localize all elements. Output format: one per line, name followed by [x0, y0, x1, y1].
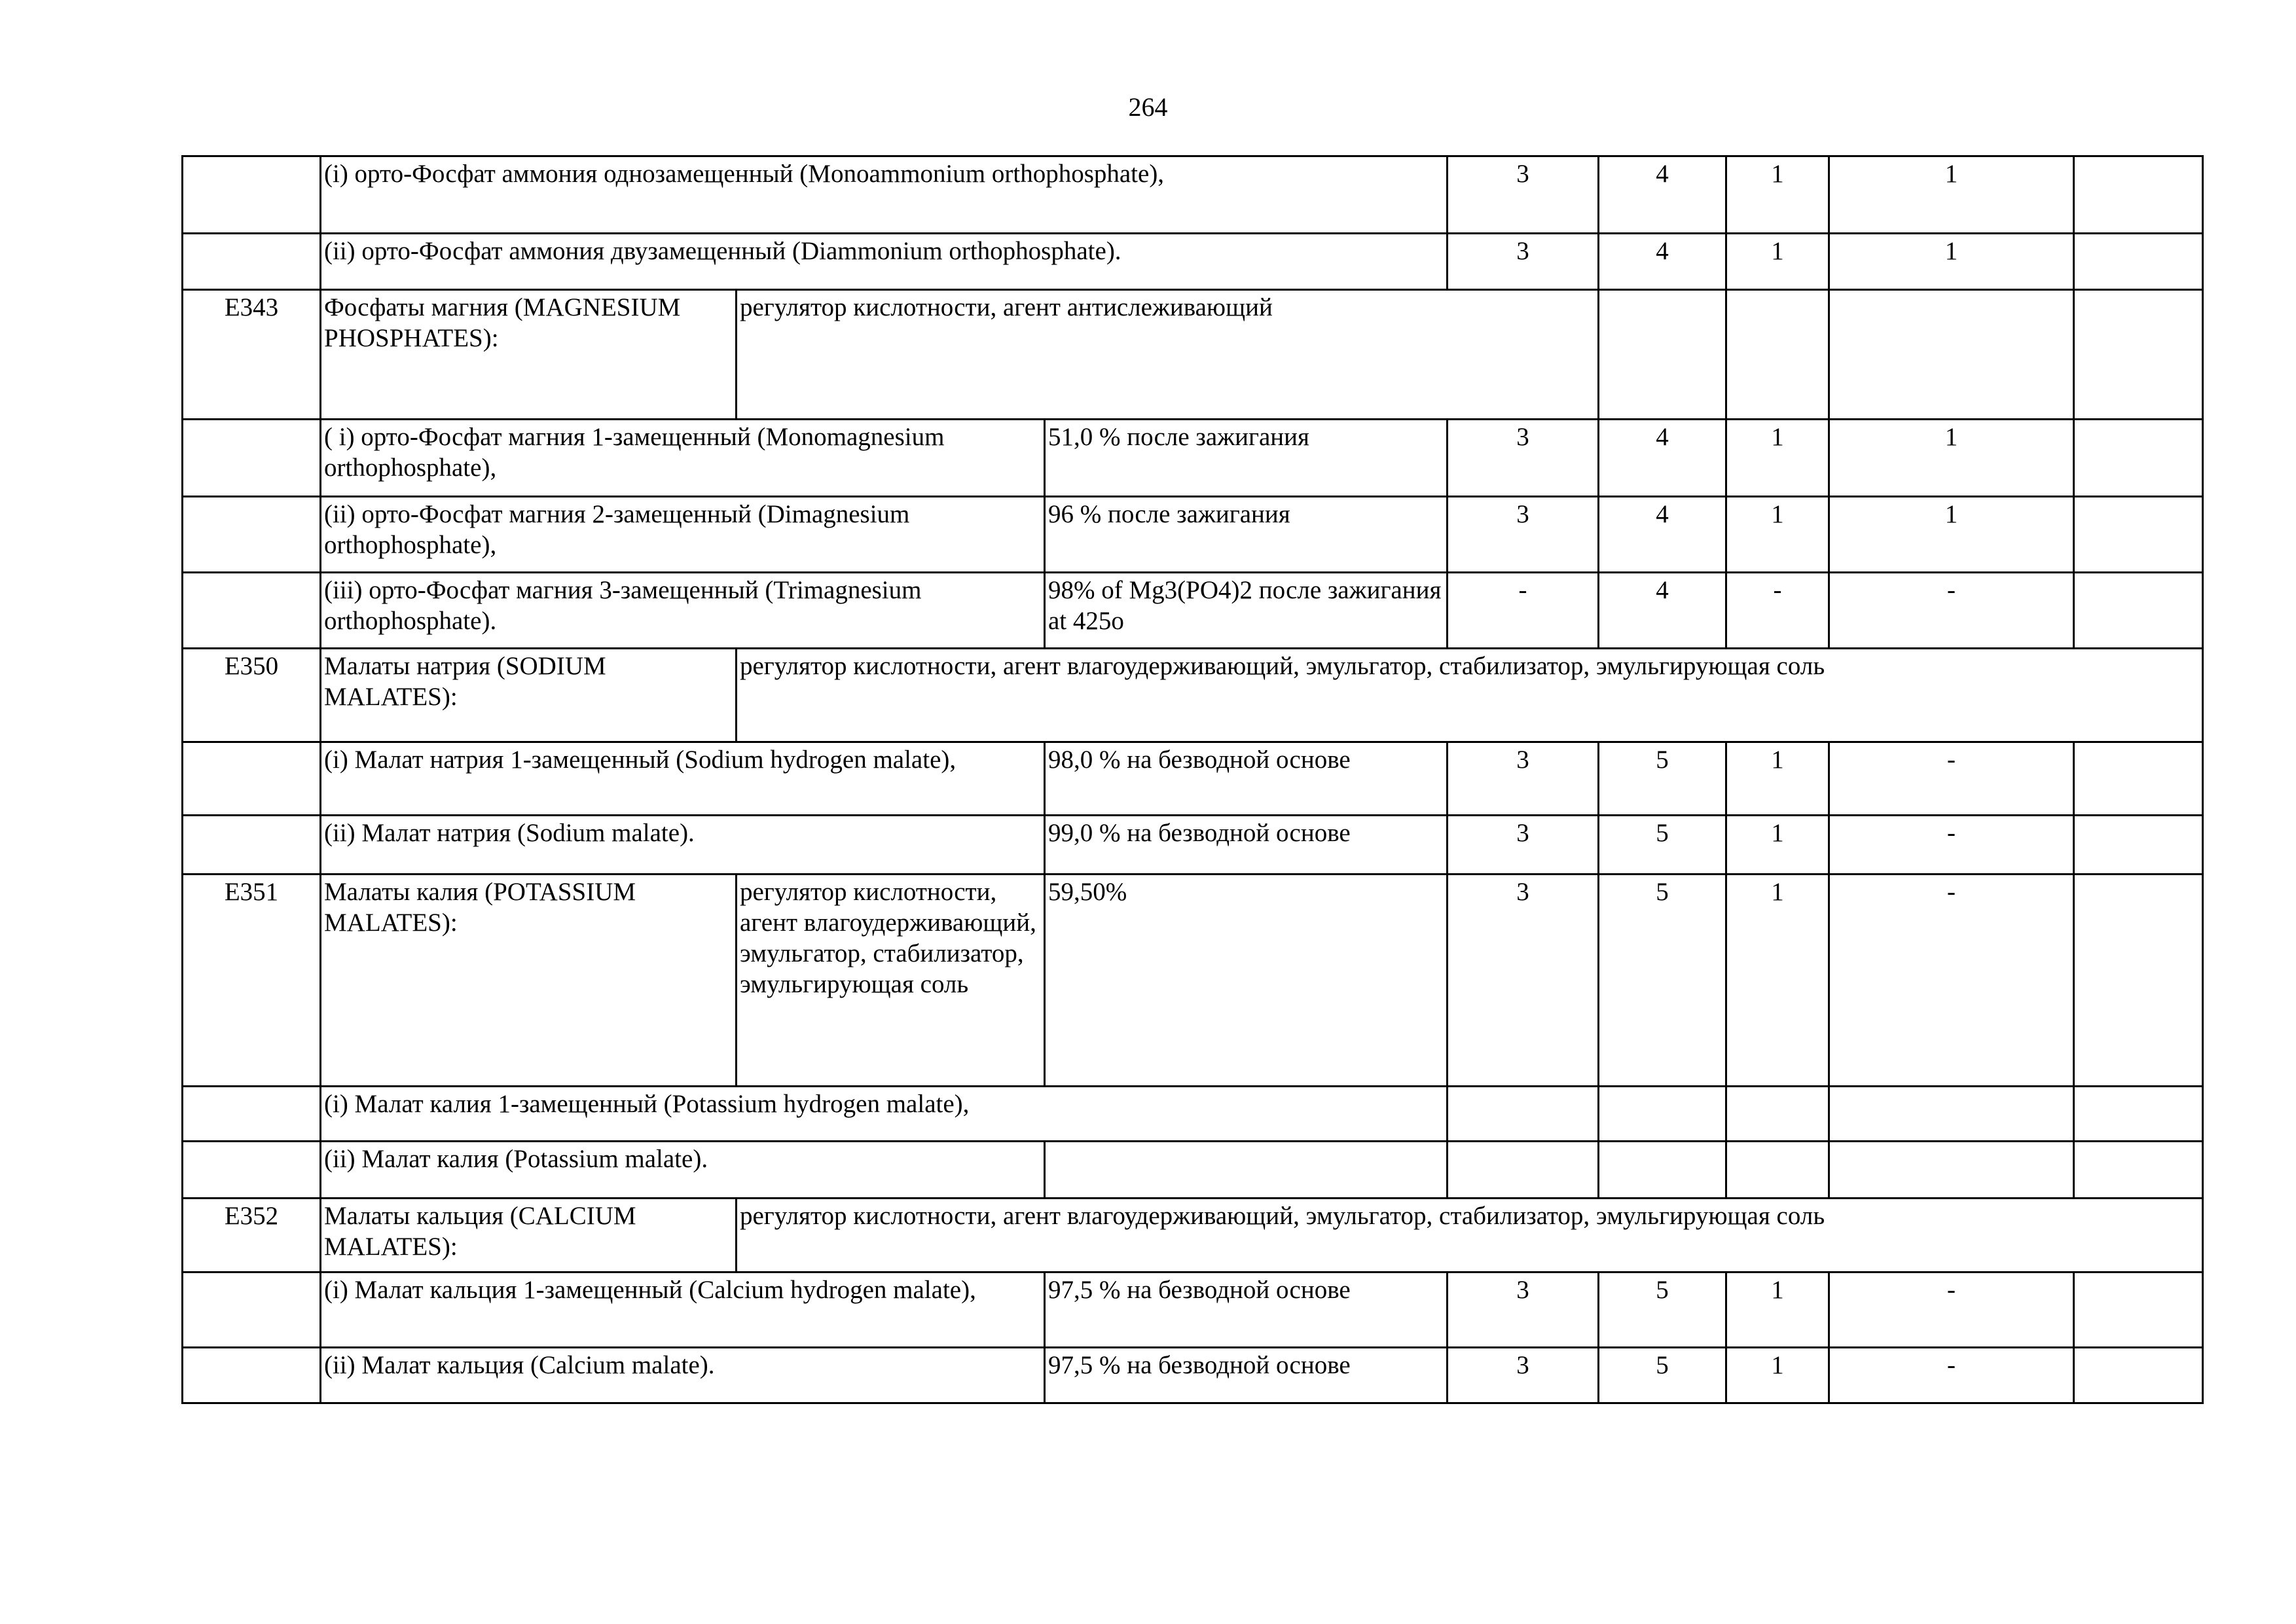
cell-code: [183, 573, 321, 649]
table-row: [183, 1199, 2203, 1272]
cell-code: [183, 1272, 321, 1348]
cell-code: [183, 1087, 321, 1142]
cell-name: (i) Малат натрия 1-замещенный (Sodium hydrogen malate),: [321, 742, 1045, 816]
cell-purity: 98% of Mg3(PO4)2 после зажигания at 425o: [1045, 573, 1448, 649]
cell-n3: 1: [1726, 234, 1829, 290]
cell-last: [2074, 573, 2203, 649]
cell-last: [2074, 1142, 2203, 1199]
cell-purity: 59,50%: [1045, 875, 1448, 1087]
cell-last: [2074, 1087, 2203, 1142]
cell-name: (ii) Малат кальция (Calcium malate).: [321, 1348, 1045, 1403]
cell-n3: [1726, 1142, 1829, 1199]
cell-name: (ii) орто-Фосфат магния 2-замещенный (Dimagnesium orthophosphate),: [321, 497, 1045, 573]
cell-n2: 5: [1599, 1272, 1726, 1348]
cell-n2: [1599, 1087, 1726, 1142]
table-row: [183, 649, 2203, 742]
cell-name: Малаты кальция (CALCIUM MALATES):: [321, 1199, 737, 1272]
cell-code: [183, 234, 321, 290]
cell-n4: -: [1829, 816, 2074, 875]
cell-n3: 1: [1726, 420, 1829, 497]
cell-n3: [1726, 1087, 1829, 1142]
cell-n4: [1829, 1087, 2074, 1142]
cell-n4: -: [1829, 1272, 2074, 1348]
table-row: [183, 742, 2203, 816]
cell-code: [183, 420, 321, 497]
cell-last: [2074, 1272, 2203, 1348]
cell-n2: 5: [1599, 875, 1726, 1087]
cell-n4: -: [1829, 573, 2074, 649]
cell-name: (iii) орто-Фосфат магния 3-замещенный (Trimagnesium orthophosphate).: [321, 573, 1045, 649]
cell-n4: 1: [1829, 497, 2074, 573]
cell-code: [183, 1348, 321, 1403]
cell-function: регулятор кислотности, агент влагоудерживающий, эмульгатор, стабилизатор, эмульгирующая соль: [737, 649, 2203, 742]
cell-code: [183, 497, 321, 573]
cell-n3: -: [1726, 573, 1829, 649]
table-row: [183, 816, 2203, 875]
cell-last: [2074, 742, 2203, 816]
cell-n3: 1: [1726, 742, 1829, 816]
cell-last: [2074, 1348, 2203, 1403]
cell-n2: 4: [1599, 573, 1726, 649]
cell-last: [2074, 290, 2203, 420]
table-row: [183, 290, 2203, 420]
cell-n4: 1: [1829, 420, 2074, 497]
cell-n3: 1: [1726, 156, 1829, 234]
cell-name: (i) орто-Фосфат аммония однозамещенный (Monoammonium orthophosphate),: [321, 156, 1448, 234]
cell-n1: 3: [1448, 1348, 1599, 1403]
table-row: [183, 1348, 2203, 1403]
table-row: [183, 1142, 2203, 1199]
cell-purity: 98,0 % на безводной основе: [1045, 742, 1448, 816]
additives-table: [181, 155, 2204, 1404]
cell-n1: -: [1448, 573, 1599, 649]
cell-name: (i) Малат калия 1-замещенный (Potassium hydrogen malate),: [321, 1087, 1448, 1142]
cell-purity: [1045, 1142, 1448, 1199]
cell-name: Малаты калия (POTASSIUM MALATES):: [321, 875, 737, 1087]
cell-name: ( i) орто-Фосфат магния 1-замещенный (Monomagnesium orthophosphate),: [321, 420, 1045, 497]
cell-n3: 1: [1726, 1272, 1829, 1348]
cell-name: (ii) Малат натрия (Sodium malate).: [321, 816, 1045, 875]
table-row: [183, 875, 2203, 1087]
cell-last: [2074, 420, 2203, 497]
cell-n4: -: [1829, 875, 2074, 1087]
table-row: [183, 497, 2203, 573]
cell-n1: 3: [1448, 875, 1599, 1087]
cell-n2: 4: [1599, 497, 1726, 573]
cell-purity: 97,5 % на безводной основе: [1045, 1348, 1448, 1403]
cell-n4: [1829, 290, 2074, 420]
table-row: [183, 573, 2203, 649]
cell-n2: 4: [1599, 234, 1726, 290]
cell-last: [2074, 156, 2203, 234]
cell-n3: 1: [1726, 1348, 1829, 1403]
cell-n4: 1: [1829, 156, 2074, 234]
cell-code: E343: [183, 290, 321, 420]
cell-n2: [1599, 290, 1726, 420]
cell-code: E350: [183, 649, 321, 742]
cell-n3: 1: [1726, 875, 1829, 1087]
page-number: 264: [1128, 92, 1168, 122]
cell-name: (i) Малат кальция 1-замещенный (Calcium hydrogen malate),: [321, 1272, 1045, 1348]
table-row: [183, 1087, 2203, 1142]
cell-n1: 3: [1448, 816, 1599, 875]
cell-purity: 97,5 % на безводной основе: [1045, 1272, 1448, 1348]
cell-n3: 1: [1726, 816, 1829, 875]
cell-last: [2074, 816, 2203, 875]
cell-function: регулятор кислотности, агент влагоудерживающий, эмульгатор, стабилизатор, эмульгирующая соль: [737, 1199, 2203, 1272]
cell-purity: 99,0 % на безводной основе: [1045, 816, 1448, 875]
cell-code: [183, 816, 321, 875]
cell-n1: 3: [1448, 156, 1599, 234]
table-row: [183, 234, 2203, 290]
cell-n1: 3: [1448, 1272, 1599, 1348]
cell-name: Малаты натрия (SODIUM MALATES):: [321, 649, 737, 742]
cell-n1: [1448, 1142, 1599, 1199]
cell-function: регулятор кислотности, агент влагоудерживающий, эмульгатор, стабилизатор, эмульгирующая соль: [737, 875, 1045, 1087]
cell-n3: [1726, 290, 1829, 420]
cell-n2: 5: [1599, 816, 1726, 875]
cell-n4: 1: [1829, 234, 2074, 290]
cell-purity: 51,0 % после зажигания: [1045, 420, 1448, 497]
cell-purity: 96 % после зажигания: [1045, 497, 1448, 573]
cell-name: (ii) Малат калия (Potassium malate).: [321, 1142, 1045, 1199]
cell-n1: 3: [1448, 497, 1599, 573]
cell-n4: -: [1829, 1348, 2074, 1403]
cell-n1: 3: [1448, 742, 1599, 816]
cell-last: [2074, 234, 2203, 290]
cell-code: [183, 742, 321, 816]
cell-n3: 1: [1726, 497, 1829, 573]
cell-n1: 3: [1448, 234, 1599, 290]
cell-last: [2074, 875, 2203, 1087]
cell-n2: 5: [1599, 1348, 1726, 1403]
cell-n2: 4: [1599, 420, 1726, 497]
cell-n2: [1599, 1142, 1726, 1199]
cell-name: Фосфаты магния (MAGNESIUM PHOSPHATES):: [321, 290, 737, 420]
cell-name: (ii) орто-Фосфат аммония двузамещенный (Diammonium orthophosphate).: [321, 234, 1448, 290]
cell-n4: -: [1829, 742, 2074, 816]
cell-code: E351: [183, 875, 321, 1087]
cell-code: [183, 1142, 321, 1199]
table-row: [183, 156, 2203, 234]
cell-last: [2074, 497, 2203, 573]
cell-n2: 4: [1599, 156, 1726, 234]
cell-n4: [1829, 1142, 2074, 1199]
table-row: [183, 420, 2203, 497]
cell-n1: 3: [1448, 420, 1599, 497]
cell-code: E352: [183, 1199, 321, 1272]
cell-n2: 5: [1599, 742, 1726, 816]
cell-n1: [1448, 1087, 1599, 1142]
table-row: [183, 1272, 2203, 1348]
cell-code: [183, 156, 321, 234]
cell-function: регулятор кислотности, агент антислеживающий: [737, 290, 1599, 420]
